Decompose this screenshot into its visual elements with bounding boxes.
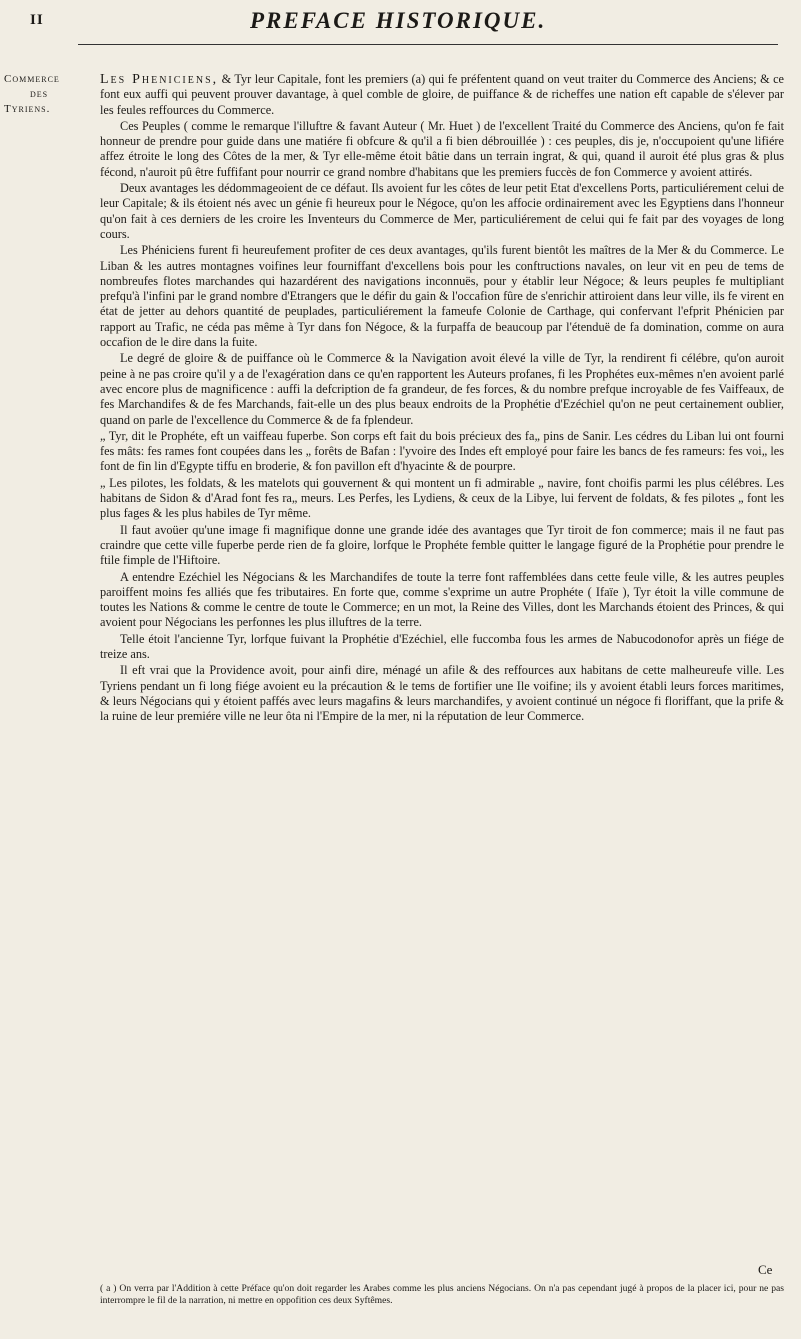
paragraph: Il eft vrai que la Providence avoit, pour ainfi dire, ménagé un afile & des reffources aux habitans de cette malheureufe ville. Les Tyriens pendant un fi long fiége avoient eu la précaution & le tems de fortifier une Ile voifine; ils y avoient établi leurs forces maritimes, & leurs Négocians qui y étoient paffés avec leurs magafins & leurs marchandifes, y avoient continué un négoce fi floriffant, que la prife & la ruine de leur premiére ville ne leur ôta ni l'Empire de la mer, ni la réputation de leur Commerce.	[100, 663, 784, 724]
margin-note	[4, 72, 90, 117]
body-text	[100, 72, 784, 725]
header-rule	[78, 44, 778, 45]
paragraph	[100, 72, 784, 118]
quotation	[100, 429, 784, 522]
footnote: ( a ) On verra par l'Addition à cette Préface qu'on doit regarder les Arabes comme les plus anciens Négocians. On n'a pas cependant jugé à propos de la placer ici, pour ne pas interrompre le fil de la narration, ni mettre en oppofition ces deux Syftêmes.	[100, 1283, 784, 1306]
margin-note-line: Commerce	[4, 73, 60, 85]
paragraph: Le degré de gloire & de puiffance où le Commerce & la Navigation avoit élevé la ville de Tyr, la rendirent fi célébre, qu'on auroit peine à ne pas croire qu'il y a de l'exagération dans ce qu'en rapportent les Auteurs profanes, fi les Prophétes eux-mêmes n'en avoient parlé avec encore plus de magnificence : auffi la defcription de fa grandeur, de fes forces, & du nombre prefque incroyable de fes Vaiffeaux, de fes Marchandifes & de fes Marchands, fait-elle un des plus beaux endroits de la Prophétie d'Ezéchiel qu'on ne peut certainement oublier, quand on parle de l'excellence du Commerce & de fa fplendeur.	[100, 351, 784, 427]
margin-note-line: des	[30, 88, 49, 100]
page-number: II	[30, 12, 44, 28]
catchword: Ce	[758, 1262, 773, 1277]
margin-note-line: Tyriens.	[4, 103, 51, 115]
paragraph-text: & Tyr leur Capitale, font les premiers (a) qui fe préfentent quand on veut traiter du Commerce des Anciens; & ce font eux auffi qui peuvent prouver davantage, à quel comble de gloire, de puiffance & de richeffes une nation eft capable de s'élever par les feules reffources du Commerce.	[100, 72, 784, 117]
paragraph: Telle étoit l'ancienne Tyr, lorfque fuivant la Prophétie d'Ezéchiel, elle fuccomba fous les armes de Nabucodonofor après un fiége de treize ans.	[100, 631, 784, 661]
lead-words: Les Pheniciens,	[100, 72, 219, 87]
paragraph: Deux avantages les dédommageoient de ce défaut. Ils avoient fur les côtes de leur petit Etat d'excellens Ports, particuliérement celui de leur Capitale; & ils étoient nés avec un génie fi heureux pour le Négoce, qu'on les affocie ordinairement avec les Egyptiens dans l'honneur qu'on fait à ces derniers de les croire les Inventeurs du Commerce de Mer, particuliérement de celui qui fe fait par des voyages de long cours.	[100, 181, 784, 241]
paragraph: Les Phéniciens furent fi heureufement profiter de ces deux avantages, qu'ils furent bientôt les maîtres de la Mer & du Commerce. Le Liban & les autres montagnes voifines leur fourniffant d'excellens bois pour les conftructions navales, on leur vit en peu de tems de nombreufes flotes marchandes qui hazardérent des navigations inconnuës, pour y établir leur Négoce; & leurs peuples fe multipliant prefqu'à l'infini par le grand nombre d'Etrangers que le défir du gain & l'occafion fûre de s'enrichir attiroient dans leur ville, ils fe virent en état de jetter au dehors quantité de peuplades, particuliérement la fameufe Colonie de Carthage, qui confervant l'efprit Phénicien par rapport au Trafic, ne céda pas même à Tyr dans fon Négoce, & la furpaffa de beaucoup par l'étenduë de fa domination, comme on aura occafion de le dire dans la fuite.	[100, 243, 784, 350]
paragraph: Il faut avoüer qu'une image fi magnifique donne une grande idée des avantages que Tyr tiroit de fon commerce; mais il ne faut pas craindre que cette ville fuperbe perde rien de fa gloire, lorfque le Prophéte femble quitter le langage figuré de la Prophétie pour prendre le ftile fimple de l'Hiftoire.	[100, 522, 784, 568]
paragraph: A entendre Ezéchiel les Négocians & les Marchandifes de toute la terre font raffemblées dans cette feule ville, & les autres peuples paroiffent moins fes alliés que fes tributaires. En forte que, comme s'exprime un autre Prophéte ( Ifaïe ), Tyr étoit la ville commune de toutes les Nations & comme le centre de toute le Commerce; en un mot, la Reine des Villes, dont les Marchands étoient des Princes, & qui avoient pour Négocians les perfonnes les plus illuftres de la terre.	[100, 569, 784, 630]
running-head: PREFACE HISTORIQUE.	[250, 8, 547, 33]
quote-paragraph: „ Tyr, dit le Prophéte, eft un vaiffeau fuperbe. Son corps eft fait du bois précieux des fa„ pins de Sanir. Les cédres du Liban lui ont fourni fes mâts: fes rames font coupées dans les „ forêts de Bafan : l'yvoire des Indes eft employé pour faire les bancs de fes rameurs: fes voi„ les font de fin lin d'Egypte tiffu en broderie, & fon pavillon eft d'hyacinte & de pourpre.	[100, 428, 784, 474]
quote-paragraph: „ Les pilotes, les foldats, & les matelots qui gouvernent & qui montent un fi admirable „ navire, font choifis parmi les plus célébres. Les habitans de Sidon & d'Arad font fes ra„ meurs. Les Perfes, les Lydiens, & ceux de la Libye, lui fervent de foldats, & fes pilotes „ font les plus fages & les plus habiles de Tyr même.	[100, 475, 784, 521]
paragraph: Ces Peuples ( comme le remarque l'illuftre & favant Auteur ( Mr. Huet ) de l'excellent Traité du Commerce des Anciens, qu'on fe fait honneur de prendre pour guide dans une matiére fi obfcure & qu'il a fi bien débrouillée ) : ces peuples, dis je, n'occupoient qu'une lifiére affez étroite le long des Côtes de la mer, & Tyr elle-même étoit bâtie dans un terrain ingrat, & qui, quand il auroit été plus gras & plus fécond, n'auroit pû être fuffifant pour nourrir ce grand nombre d'habitans que les premiers fuccès de fon Commerce y avoient attirés.	[100, 118, 784, 179]
